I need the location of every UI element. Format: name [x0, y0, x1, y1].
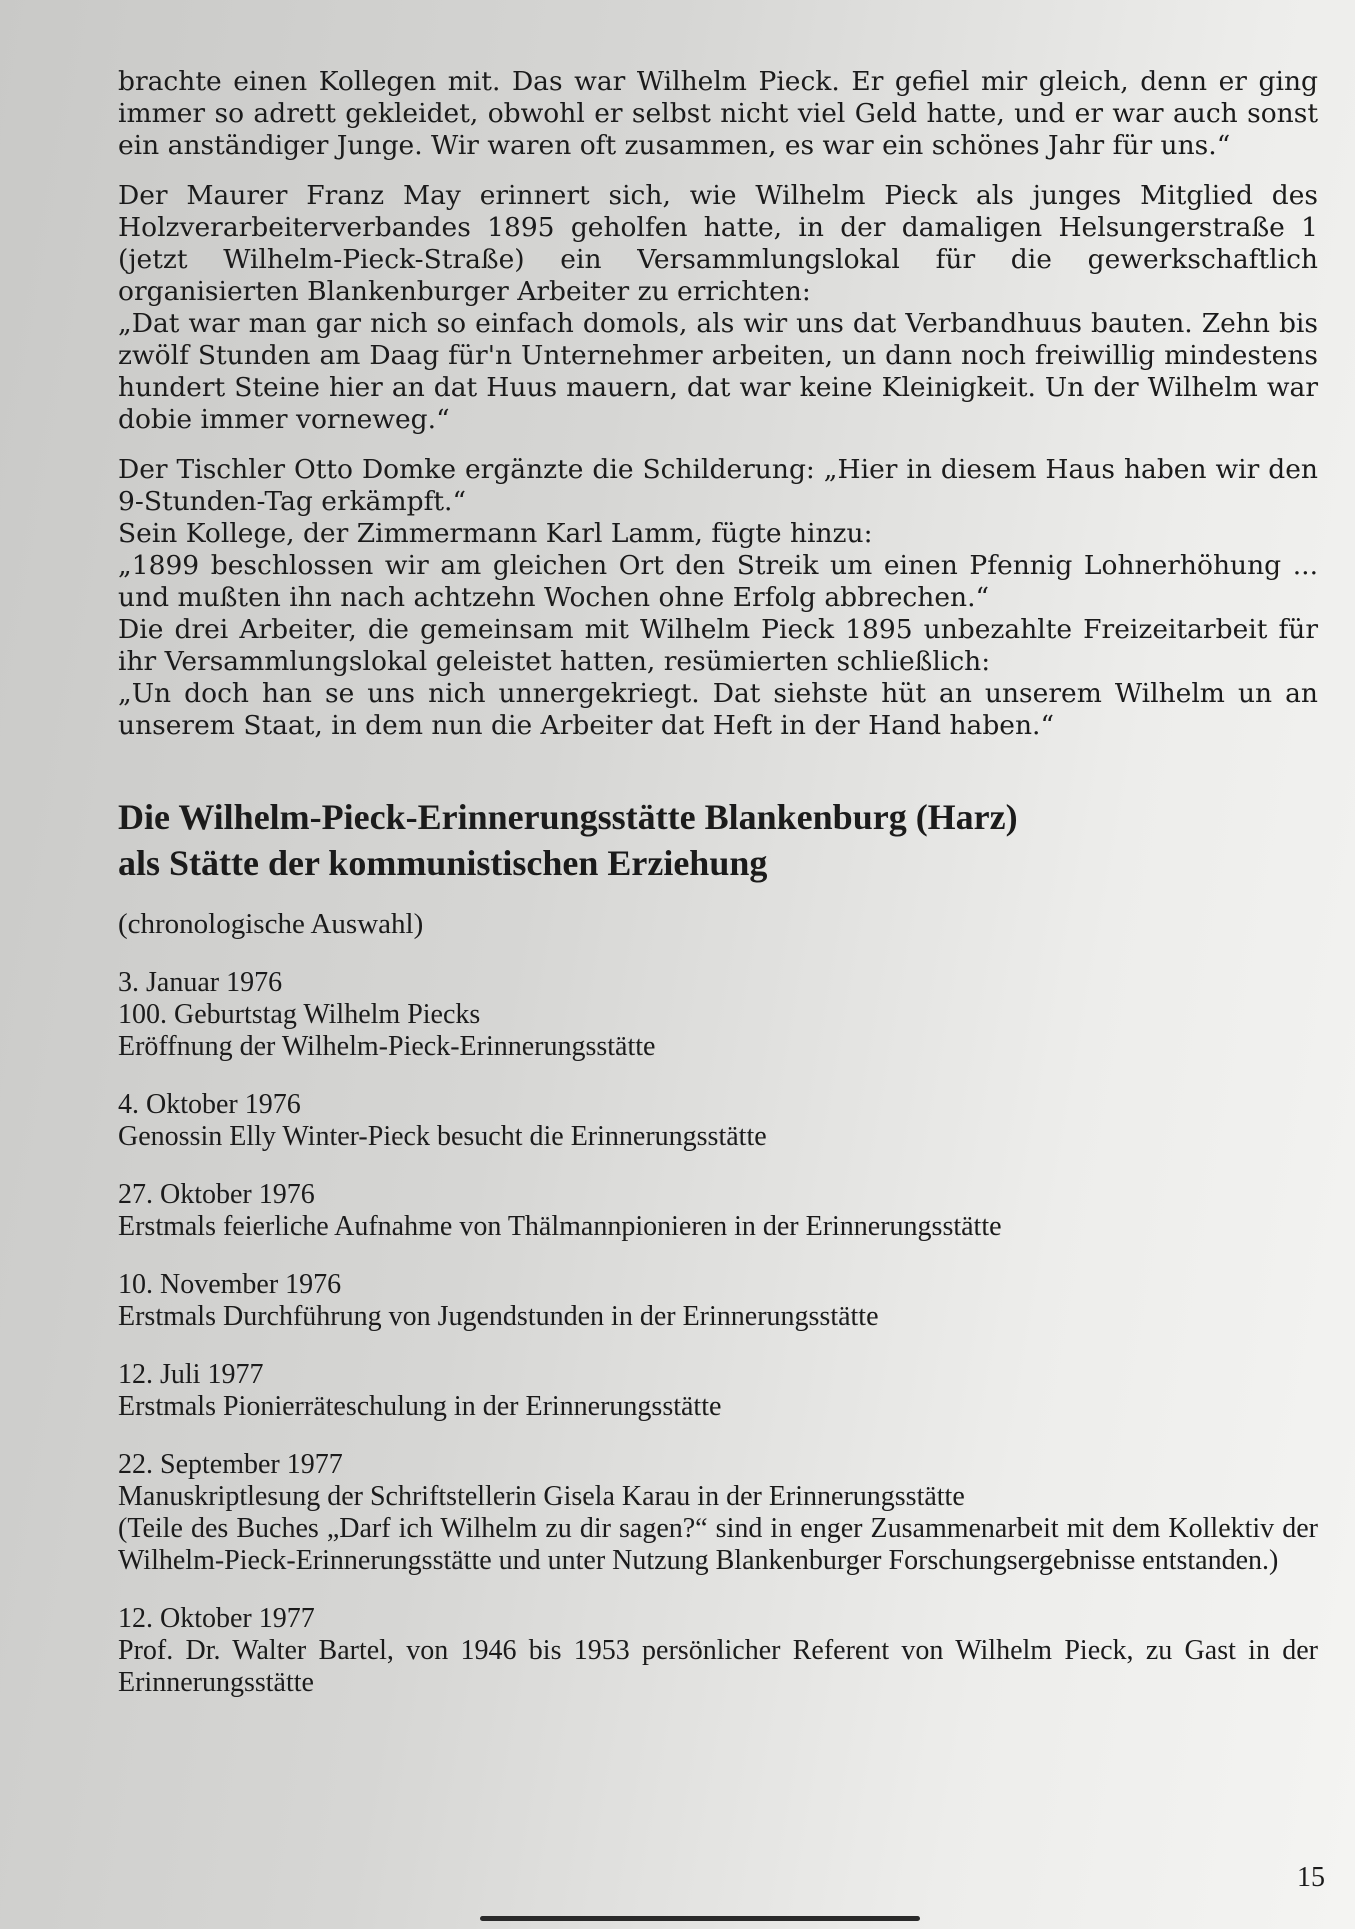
chronology-entry — [118, 1359, 1318, 1423]
entry-text: Prof. Dr. Walter Bartel, von 1946 bis 1953 persönlicher Referent von Wilhelm Pieck, zu Gast in der Erinnerungsstätte — [118, 1635, 1318, 1698]
page-number: 15 — [1297, 1862, 1325, 1893]
entry-date: 3. Januar 1976 — [118, 967, 283, 998]
entry-text: Manuskriptlesung der Schriftstellerin Gisela Karau in der Erinnerungsstätte — [118, 1481, 965, 1512]
intro-quote-final: „Un doch han se uns nich unnergekriegt. Dat siehste hüt an unserem Wilhelm un an unserem Staat, in dem nun die Arbeiter dat Heft in der Hand haben.“ — [118, 678, 1318, 741]
section-heading — [118, 794, 1318, 886]
entry-text: (Teile des Buches „Darf ich Wilhelm zu dir sagen?“ sind in enger Zusammenarbeit mit dem Kollektiv der Wilhelm-Pieck-Erinnerungsstätte und unter Nutzung Blankenburger Forschungsergebnisse entstanden.) — [118, 1513, 1318, 1576]
chronology-list — [118, 967, 1318, 1699]
intro-quote-lamm: „1899 beschlossen wir am gleichen Ort den Streik um einen Pfennig Lohnerhöhung ... und mußten ihn nach achtzehn Wochen ohne Erfolg abbrechen.“ — [118, 550, 1318, 613]
intro-paragraph-domke: Der Tischler Otto Domke ergänzte die Schilderung: „Hier in diesem Haus haben wir den 9-Stunden-Tag erkämpft.“ — [118, 454, 1318, 517]
chronology-entry — [118, 967, 1318, 1063]
entry-date: 12. Oktober 1977 — [118, 1603, 315, 1634]
section-note: (chronologische Auswahl) — [118, 908, 424, 940]
entry-text: Erstmals Durchführung von Jugendstunden in der Erinnerungsstätte — [118, 1301, 879, 1332]
section-heading-line-2: als Stätte der kommunistischen Erziehung — [118, 843, 768, 883]
intro-paragraph-2: Der Maurer Franz May erinnert sich, wie Wilhelm Pieck als junges Mitglied des Holzverarbeiterverbandes 1895 geholfen hatte, in der damaligen Helsungerstraße 1 (jetzt Wilhelm-Pieck-Straße) ein Versammlungslokal für die gewerkschaftlich organisierten Blankenburger Arbeiter zu errichten: — [118, 180, 1318, 307]
entry-text: Genossin Elly Winter-Pieck besucht die Erinnerungsstätte — [118, 1121, 767, 1152]
entry-date: 27. Oktober 1976 — [118, 1179, 315, 1210]
entry-date: 4. Oktober 1976 — [118, 1089, 301, 1120]
bottom-edge-line — [480, 1916, 920, 1921]
chronology-entry — [118, 1269, 1318, 1333]
page-content — [118, 66, 1318, 1699]
chronology-entry — [118, 1179, 1318, 1243]
chronology-entry — [118, 1449, 1318, 1577]
entry-text: Eröffnung der Wilhelm-Pieck-Erinnerungsstätte — [118, 1031, 656, 1062]
entry-text: 100. Geburtstag Wilhelm Piecks — [118, 999, 481, 1030]
entry-text: Erstmals feierliche Aufnahme von Thälmannpionieren in der Erinnerungsstätte — [118, 1211, 1002, 1242]
entry-date: 22. September 1977 — [118, 1449, 343, 1480]
intro-paragraph-summary: Die drei Arbeiter, die gemeinsam mit Wilhelm Pieck 1895 unbezahlte Freizeitarbeit für ihr Versammlungslokal geleistet hatten, resümierten schließlich: — [118, 614, 1318, 677]
chronology-entry — [118, 1603, 1318, 1699]
entry-text: Erstmals Pionierräteschulung in der Erinnerungsstätte — [118, 1391, 722, 1422]
intro-paragraph-1: brachte einen Kollegen mit. Das war Wilhelm Pieck. Er gefiel mir gleich, denn er ging immer so adrett gekleidet, obwohl er selbst nicht viel Geld hatte, und er war auch sonst ein anständiger Junge. Wir waren oft zusammen, es war ein schönes Jahr für uns.“ — [118, 66, 1318, 161]
intro-quote-may: „Dat war man gar nich so einfach domols, als wir uns dat Verbandhuus bauten. Zehn bis zwölf Stunden am Daag für'n Unternehmer arbeiten, un dann noch freiwillig mindestens hundert Steine hier an dat Huus mauern, dat war keine Kleinigkeit. Un der Wilhelm war dobie immer vorneweg.“ — [118, 308, 1318, 435]
intro-paragraph-lamm: Sein Kollege, der Zimmermann Karl Lamm, fügte hinzu: — [118, 518, 873, 549]
chronology-entry — [118, 1089, 1318, 1153]
section-heading-line-1: Die Wilhelm-Pieck-Erinnerungsstätte Blankenburg (Harz) — [118, 797, 1018, 837]
entry-date: 12. Juli 1977 — [118, 1359, 264, 1390]
entry-date: 10. November 1976 — [118, 1269, 342, 1300]
